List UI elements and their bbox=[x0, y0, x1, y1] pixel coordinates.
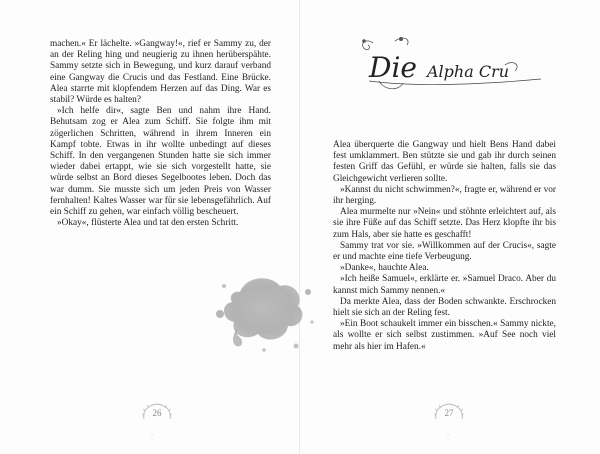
page-number: 26 bbox=[152, 408, 162, 418]
paragraph: machen.« Er lächelte. »Gangway!«, rief er Sammy zu, der an der Reling hing und neugierig zu ihnen herüberspähte. Sammy setzte sich in Bewegung, und kurz darauf verband eine Gangway die Crucis und das Festland. Eine Brücke. Alea starrte mit klopfendem Herzen auf das Ding. War es stabil? Würde es halten? bbox=[50, 39, 271, 106]
paragraph: Sammy trat vor sie. »Willkommen auf der Crucis«, sagte er und machte eine tiefe Verbeugung. bbox=[333, 240, 556, 263]
paragraph: »Ein Boot schaukelt immer ein bisschen.« Sammy nickte, als wollte er sich selbst zustimmen. »Auf See noch viel mehr als hier im Hafen.« bbox=[333, 319, 556, 352]
right-page-body bbox=[333, 140, 556, 353]
paragraph: »Okay«, flüsterte Alea und tat den ersten Schritt. bbox=[57, 218, 239, 229]
paragraph: »Danke«, hauchte Alea. bbox=[340, 263, 429, 274]
svg-text:Die: Die bbox=[369, 51, 417, 84]
svg-text:Alpha Cru: Alpha Cru bbox=[427, 62, 510, 81]
crease-mark: › bbox=[151, 432, 153, 438]
logo bbox=[355, 35, 555, 95]
left-page-body bbox=[50, 39, 271, 229]
paragraph: »Ich heiße Samuel«, erklärte er. »Samuel Draco. Aber du kannst mich Sammy nennen.« bbox=[333, 274, 556, 296]
ink-splatter-icon bbox=[200, 262, 320, 358]
crease-mark: › bbox=[447, 432, 449, 438]
paragraph: Alea murmelte nur »Nein« und stöhnte erleichtert auf, als sie ihre Füße auf das Schiff setzte. Das Herz klopfte ihr bis zum Hals, aber sie hatte es geschafft! bbox=[333, 207, 556, 240]
paragraph: »Ich helfe dir«, sagte Ben und nahm ihre Hand. Behutsam zog er Alea zum Schiff. Sie folgte ihm mit zögerlichen Schritten, während in ihrem Inneren ein Kampf tobte. Etwas in ihr wollte unbedingt auf dieses Schiff. In den vergangenen Stunden hatte sie sich immer wieder dabei ertappt, wie sie sich vorgestellt hatte, sie würde selbst an Bord dieses Segelbootes leben. Doch das war dumm. Sie musste sich um jeden Preis von Wasser fernhalten! Kaltes Wasser war für sie lebensgefährlich. Auf ein Schiff zu gehen, war einfach völlig bescheuert. bbox=[50, 106, 271, 218]
paragraph: Da merkte Alea, dass der Boden schwankte. Erschrocken hielt sie sich an der Reling fest. bbox=[333, 296, 556, 319]
paragraph: »Kannst du nicht schwimmen?«, fragte er, während er vor ihr herging. bbox=[333, 184, 556, 207]
page-number: 27 bbox=[444, 408, 454, 418]
paragraph: Alea überquerte die Gangway und hielt Bens Hand dabei fest umklammert. Ben stützte sie und gab ihr durch seinen festen Griff das Gefühl, er würde sie halten, falls sie das Gleichgewicht verlieren sollte. bbox=[333, 140, 556, 184]
